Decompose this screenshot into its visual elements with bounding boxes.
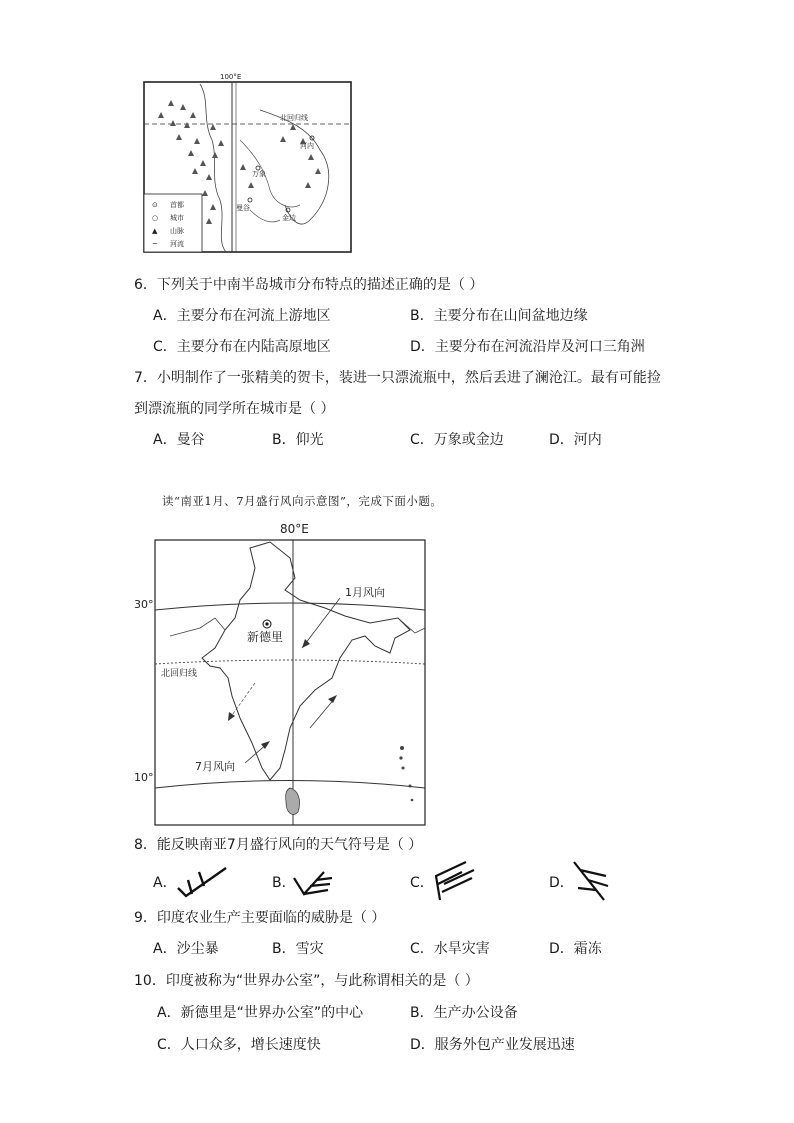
legend-label-mountain: 山脉 <box>170 227 184 235</box>
jul-wind-label: 7月风向 <box>195 760 235 773</box>
city-hanoi: 河内 <box>300 142 314 150</box>
legend-label-river: 河流 <box>170 240 184 248</box>
lat-10-label: 10° <box>134 771 154 784</box>
q7-option-d[interactable]: D．河内 <box>549 432 602 448</box>
q10-option-b[interactable]: B．生产办公设备 <box>410 1005 518 1021</box>
q9-stem: 9．印度农业生产主要面临的威胁是（ ） <box>134 910 386 926</box>
south-asia-map-svg <box>134 518 440 828</box>
q8-stem: 8．能反映南亚7月盛行风向的天气符号是（ ） <box>134 837 423 853</box>
south-asia-map <box>134 518 440 828</box>
q10-option-c[interactable]: C．人口众多，增长速度快 <box>157 1037 321 1053</box>
city-bangkok: 曼谷 <box>236 204 250 212</box>
meridian-100e-label: 100°E <box>220 73 242 81</box>
wind-symbol-a-icon[interactable] <box>174 860 230 902</box>
city-new-delhi: 新德里 <box>247 630 284 644</box>
q9-option-a[interactable]: A．沙尘暴 <box>153 941 219 957</box>
indochina-map-svg <box>140 70 360 256</box>
tropic-label: 北回归线 <box>161 669 198 679</box>
map2-intro: 读“南亚1月、7月盛行风向示意图”，完成下面小题。 <box>162 494 443 508</box>
q6-option-a[interactable]: A．主要分布在河流上游地区 <box>153 308 331 324</box>
q7-option-a[interactable]: A．曼谷 <box>153 432 205 448</box>
q7-stem-line2: 到漂流瓶的同学所在城市是（ ） <box>134 401 335 417</box>
legend-symbol-mountain: ▲ <box>152 227 158 235</box>
jan-wind-label: 1月风向 <box>345 586 385 599</box>
tropic-label: 北回归线 <box>280 114 308 122</box>
meridian-80e-label: 80°E <box>280 522 309 536</box>
q6-option-b[interactable]: B．主要分布在山间盆地边缘 <box>410 308 588 324</box>
wind-symbol-c-icon[interactable] <box>432 858 478 904</box>
legend-symbol-city: ○ <box>152 214 159 222</box>
q6-option-c[interactable]: C．主要分布在内陆高原地区 <box>153 339 331 355</box>
q10-option-a[interactable]: A．新德里是“世界办公室”的中心 <box>157 1005 364 1021</box>
q6-option-d[interactable]: D．主要分布在河流沿岸及河口三角洲 <box>410 339 645 355</box>
q9-option-b[interactable]: B．雪灾 <box>272 941 324 957</box>
legend-symbol-capital: ⊙ <box>152 201 158 209</box>
q10-stem: 10．印度被称为“世界办公室”，与此称谓相关的是（ ） <box>134 973 479 989</box>
city-phnom-penh: 金边 <box>282 214 296 222</box>
legend-label-capital: 首都 <box>170 201 184 209</box>
q6-stem: 6．下列关于中南半岛城市分布特点的描述正确的是（ ） <box>134 277 484 293</box>
q7-option-b[interactable]: B．仰光 <box>272 432 324 448</box>
wind-symbol-d-icon[interactable] <box>570 858 610 904</box>
lat-30-label: 30° <box>134 598 154 611</box>
q7-option-c[interactable]: C．万象或金边 <box>410 432 504 448</box>
city-vientiane: 万象 <box>252 170 266 178</box>
q8-option-c[interactable]: C． <box>410 875 434 891</box>
q9-option-c[interactable]: C．水旱灾害 <box>410 941 490 957</box>
legend-label-city: 城市 <box>170 214 184 222</box>
indochina-map <box>140 70 360 256</box>
wind-symbol-b-icon[interactable] <box>290 860 336 902</box>
q7-stem-line1: 7．小明制作了一张精美的贺卡，装进一只漂流瓶中，然后丢进了澜沧江。最有可能捡 <box>134 370 661 386</box>
q8-option-b[interactable]: B． <box>272 875 296 891</box>
legend-symbol-river: ~ <box>152 240 158 248</box>
q8-option-a[interactable]: A． <box>153 875 177 891</box>
q8-option-d[interactable]: D． <box>549 875 574 891</box>
q9-option-d[interactable]: D．霜冻 <box>549 941 602 957</box>
q10-option-d[interactable]: D．服务外包产业发展迅速 <box>410 1037 575 1053</box>
